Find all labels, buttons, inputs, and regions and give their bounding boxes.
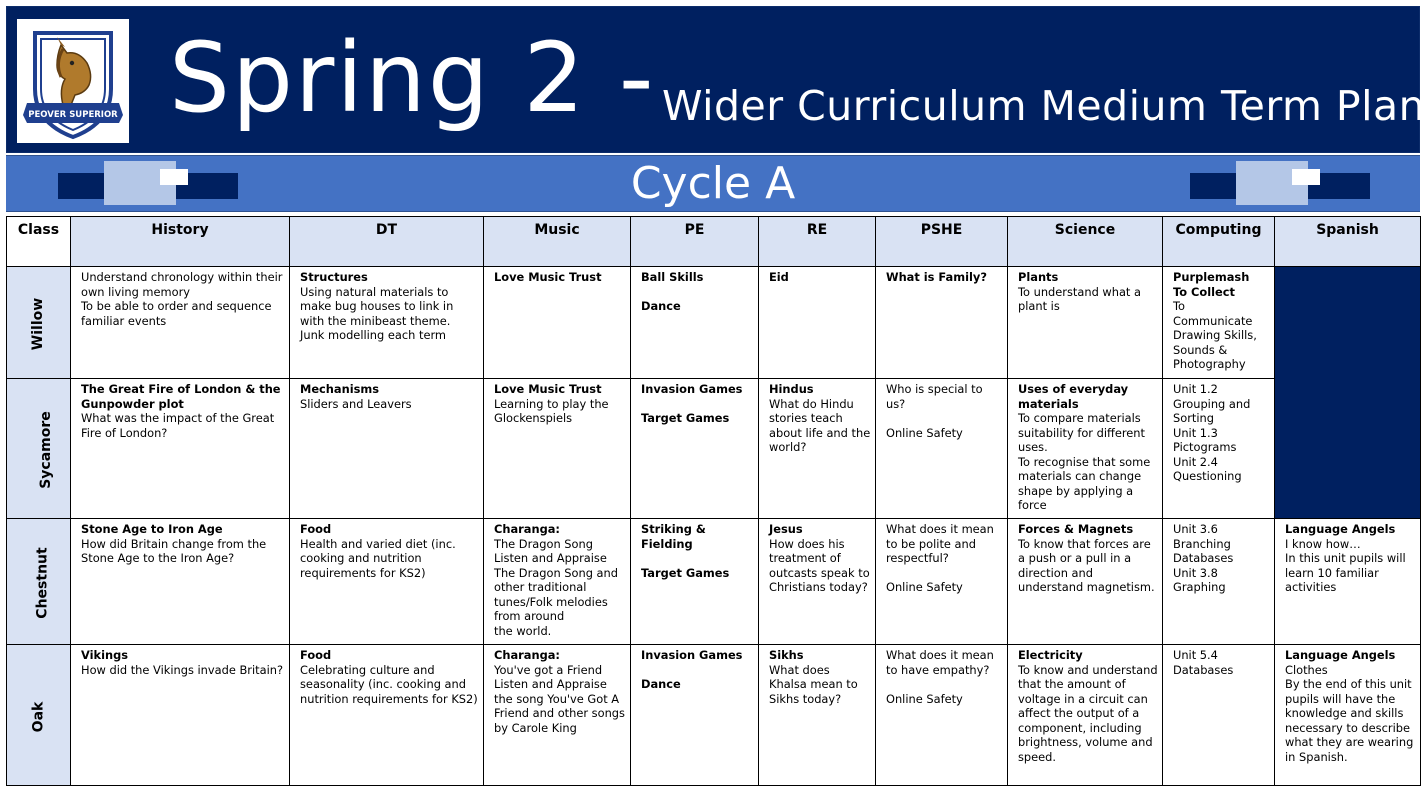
cell-text: I know how… [1285,536,1361,551]
row-header [7,645,71,786]
cell-spanish-empty [1275,267,1421,519]
cell-text: Health and varied diet (inc. cooking and nutrition requirements for KS2) [300,536,460,580]
cell-text: Junk modelling each term [300,328,447,342]
cell-heading: Language Angels [1285,522,1396,536]
cell-text: The Dragon Song [494,536,593,551]
cell-text: Branching [1173,536,1231,551]
cell-re [759,645,876,786]
cell-text: Databases [1173,662,1234,677]
cell-history [71,519,290,645]
cell-music [484,645,631,786]
cell-text: To recognise that some materials can change shape by applying a force [1018,454,1154,512]
cell-text: What does it mean to have empathy? [886,648,998,677]
cell-computing [1163,379,1275,519]
col-header-spanish: Spanish [1275,217,1421,267]
class-name: Oak [30,701,47,732]
cell-heading: Food [300,522,332,536]
cell-text: Sounds & [1173,342,1228,357]
cell-text: To be able to order and sequence familiar events [81,299,276,328]
cell-text: To know and understand that the amount of voltage in a circuit can affect the output of a component, including brightness, volume and speed. [1018,662,1162,764]
cell-text: To compare materials suitability for different uses. [1018,411,1149,454]
cell-text: Photography [1173,357,1246,371]
table-row-chestnut [7,519,1421,645]
cell-heading: Stone Age to Iron Age [81,522,223,536]
cell-heading: To Collect [1173,284,1235,299]
cell-text: Clothes [1285,662,1328,677]
col-header-class: Class [7,217,71,267]
cell-dt [290,519,484,645]
col-header-re: RE [759,217,876,267]
cell-text: Unit 2.4 [1173,454,1218,469]
cell-pshe [876,379,1008,519]
cell-heading: Purplemash [1173,270,1250,284]
cell-re [759,519,876,645]
cell-text: Celebrating culture and seasonality (inc. cooking and nutrition requirements for KS2) [300,662,478,706]
cell-text: Online Safety [886,691,963,706]
cycle-bar [6,155,1420,212]
cell-text: Understand chronology within their own living memory [81,270,287,299]
cell-text [886,566,1003,581]
class-name: Willow [30,297,47,351]
horse-shield-icon [17,19,129,143]
cell-heading: Plants [1018,270,1059,284]
col-header-computing: Computing [1163,217,1275,267]
cell-text: the world. [494,623,552,638]
row-header [7,379,71,519]
school-logo [17,19,129,143]
cell-text: Using natural materials to make bug houses to link in with the minibeast theme. [300,284,457,328]
cell-text: Unit 1.3 [1173,425,1218,440]
cell-music [484,267,631,379]
cell-heading: Love Music Trust [494,382,602,396]
cell-pshe [876,645,1008,786]
cell-history [71,379,290,519]
cell-text: Unit 1.2 [1173,382,1218,396]
cell-text: Learning to play the Glockenspiels [494,396,613,425]
cell-text [641,551,754,566]
cell-text: To [1173,299,1185,313]
header-banner [6,6,1426,153]
cell-text: To understand what a plant is [1018,284,1145,313]
row-header [7,519,71,645]
cell-heading: The Great Fire of London & the Gunpowder plot [81,382,285,411]
cell-science [1008,519,1163,645]
cell-dt [290,267,484,379]
col-header-pe: PE [631,217,759,267]
cell-heading: Hindus [769,382,814,396]
cell-heading: Vikings [81,648,129,662]
cell-dt [290,379,484,519]
cell-pe [631,645,759,786]
cell-text [886,677,1003,692]
cell-spanish [1275,519,1421,645]
cell-pshe [876,267,1008,379]
cell-heading: Food [300,648,332,662]
col-header-history: History [71,217,290,267]
cell-pe [631,379,759,519]
cell-text: Listen and Appraise [494,551,607,565]
cell-history [71,267,290,379]
cell-computing [1163,267,1275,379]
cell-science [1008,267,1163,379]
page-title: Spring 2 - [169,22,656,134]
cell-text: Pictograms [1173,440,1237,454]
cell-heading: Love Music Trust [494,270,602,284]
cell-text: Questioning [1173,469,1242,483]
cell-text: In this unit pupils will learn 10 familiar activities [1285,551,1410,594]
cell-text: What does it mean to be polite and respectful? [886,522,998,565]
cell-science [1008,379,1163,519]
cell-heading: Eid [769,270,789,284]
cell-text [641,285,754,300]
curriculum-table [6,216,1421,786]
cell-heading: Invasion Games [641,648,743,662]
cell-heading: Dance [641,299,681,313]
class-name: Chestnut [34,547,51,619]
cell-text: You've got a Friend [494,662,603,677]
cell-text [886,411,1003,426]
cell-pshe [876,519,1008,645]
cell-text [641,663,754,678]
cell-heading: Language Angels [1285,648,1396,662]
cell-text: Communicate [1173,313,1253,328]
cell-history [71,645,290,786]
svg-text:PEOVER SUPERIOR: PEOVER SUPERIOR [28,110,118,120]
cell-re [759,267,876,379]
cell-heading: Target Games [641,411,730,425]
cell-text: How does his treatment of outcasts speak to Christians today? [769,536,874,594]
cell-text: Unit 5.4 [1173,648,1218,662]
cell-heading: Structures [300,270,368,284]
cell-text: Graphing [1173,580,1226,594]
cell-heading: Uses of everyday materials [1018,382,1133,411]
cell-re [759,379,876,519]
col-header-science: Science [1008,217,1163,267]
cell-text: Unit 3.8 [1173,565,1218,580]
col-header-pshe: PSHE [876,217,1008,267]
cell-text: What was the impact of the Great Fire of London? [81,411,278,440]
cell-text: What does Khalsa mean to Sikhs today? [769,662,862,706]
cell-science [1008,645,1163,786]
col-header-dt: DT [290,217,484,267]
table-row-oak [7,645,1421,786]
cell-text: Drawing Skills, [1173,328,1257,342]
cell-heading: Jesus [769,522,803,536]
cell-text: Sliders and Leavers [300,396,412,411]
cell-heading: Striking & Fielding [641,522,710,551]
cell-computing [1163,519,1275,645]
cell-heading: Mechanisms [300,382,380,396]
cell-text: Grouping and Sorting [1173,396,1254,425]
cell-text: To know that forces are a push or a pull in a direction and understand magnetism. [1018,536,1155,594]
cell-dt [290,645,484,786]
cell-text: Databases [1173,551,1234,565]
cell-text: Unit 3.6 [1173,522,1218,536]
table-row-willow [7,267,1421,379]
cell-heading: Charanga: [494,648,560,662]
cell-text: The Dragon Song and other traditional tunes/Folk melodies from around [494,565,622,623]
cell-spanish [1275,645,1421,786]
cell-heading: Ball Skills [641,270,704,284]
cell-text: Online Safety [886,425,963,440]
cell-text: Listen and Appraise the song You've Got A Friend and other songs by Carole King [494,677,629,735]
cell-text: How did the Vikings invade Britain? [81,662,284,677]
cell-music [484,379,631,519]
cell-heading: What is Family? [886,270,987,284]
cell-computing [1163,645,1275,786]
cell-music [484,519,631,645]
page-subtitle: Wider Curriculum Medium Term Plan [662,82,1426,130]
cell-text: How did Britain change from the Stone Age to the Iron Age? [81,536,270,565]
class-name: Sycamore [37,411,54,489]
cell-heading: Sikhs [769,648,804,662]
cell-heading: Target Games [641,565,730,580]
cycle-label: Cycle A [630,158,796,209]
table-row-sycamore [7,379,1421,519]
header-row [7,217,1421,267]
decoration-right [1190,161,1374,203]
cell-pe [631,267,759,379]
row-header [7,267,71,379]
cell-text [641,397,754,412]
cell-text: What do Hindu stories teach about life and the world? [769,396,874,454]
cell-text: Who is special to us? [886,382,987,411]
col-header-music: Music [484,217,631,267]
cell-pe [631,519,759,645]
cell-heading: Dance [641,677,681,691]
cell-text: Online Safety [886,580,963,594]
cell-heading: Invasion Games [641,382,743,396]
cell-heading: Electricity [1018,648,1083,662]
cell-heading: Forces & Magnets [1018,522,1134,536]
cell-text: By the end of this unit pupils will have the knowledge and skills necessary to describe what they are wearing in Spanish. [1285,677,1417,764]
cell-heading: Charanga: [494,522,560,536]
